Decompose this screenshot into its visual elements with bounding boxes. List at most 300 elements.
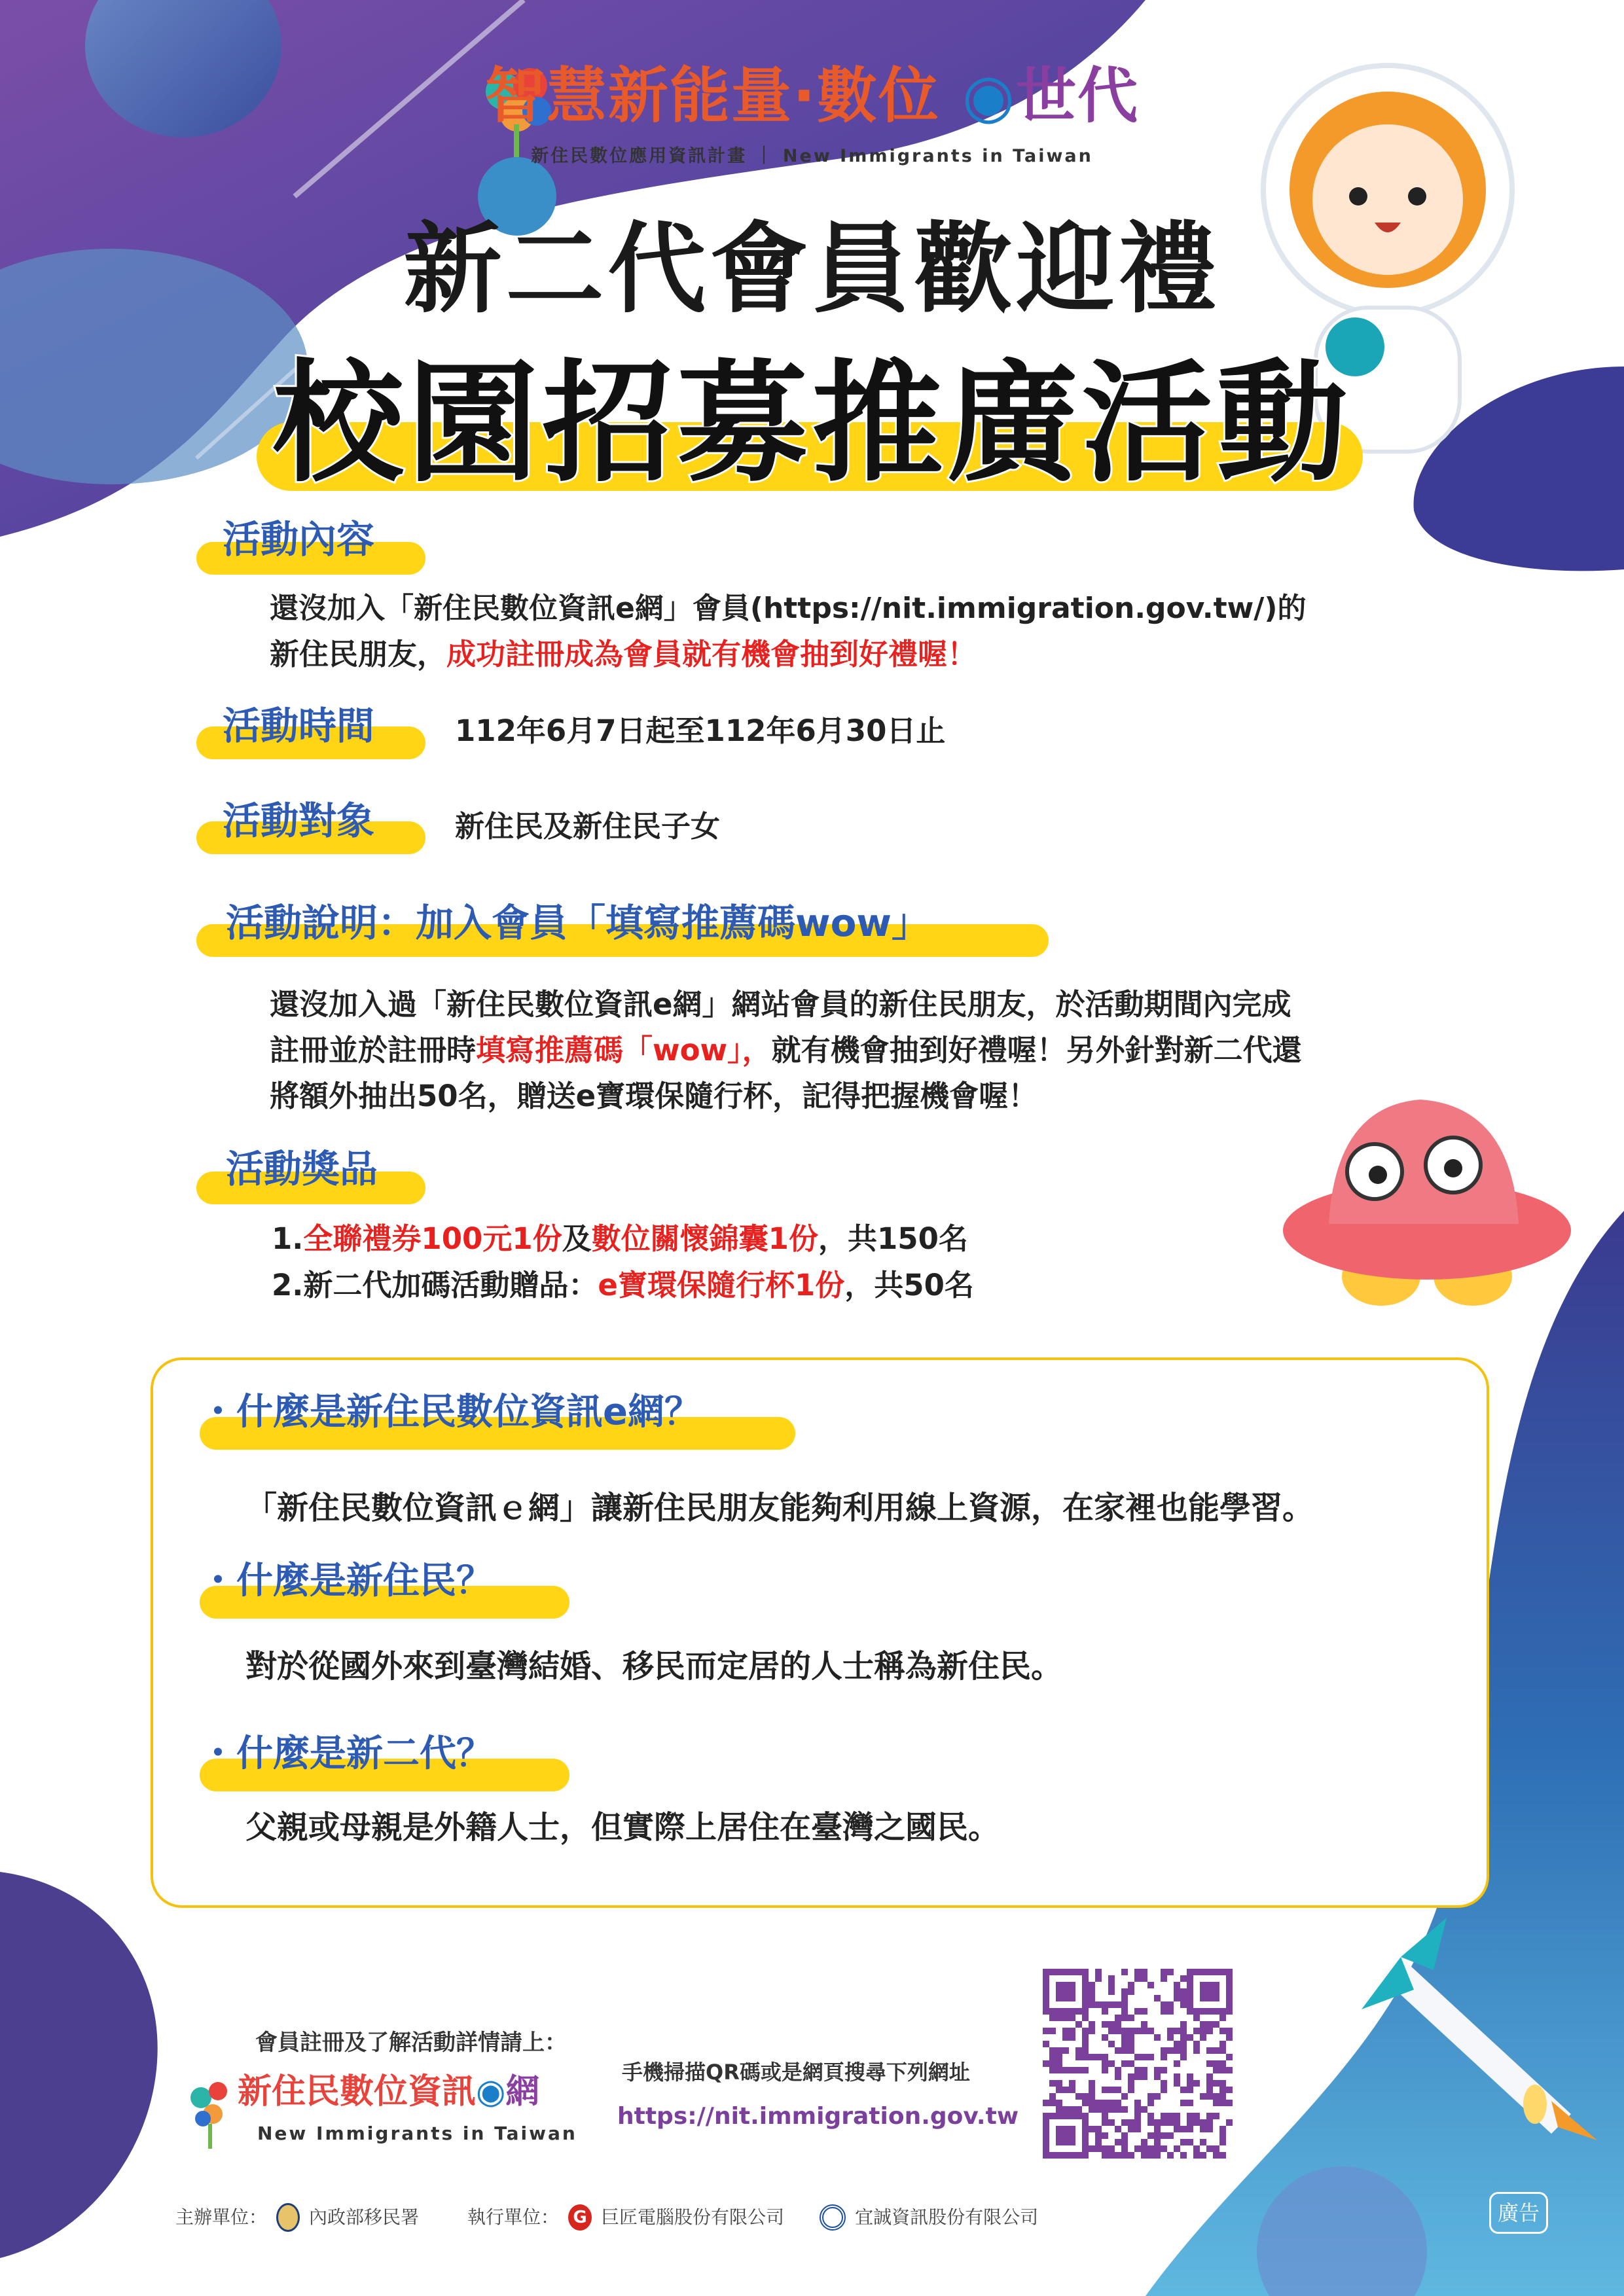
section-label-prizes: 活動獎品 <box>226 1147 378 1191</box>
qr-module <box>1069 1969 1075 1975</box>
qr-module <box>1043 2041 1049 2047</box>
qr-module <box>1134 1969 1141 1975</box>
qr-module <box>1187 1982 1193 1988</box>
qr-module <box>1213 2113 1219 2119</box>
qr-module <box>1180 2152 1187 2159</box>
qr-module <box>1219 2080 1226 2087</box>
qr-module <box>1069 1988 1075 1995</box>
qr-module <box>1049 2060 1056 2067</box>
qr-module <box>1147 2100 1154 2106</box>
qr-module <box>1128 2073 1134 2080</box>
faq-answer-1: 「新住民數位資訊ｅ網」讓新住民朋友能夠利用線上資源，在家裡也能學習。 <box>245 1490 1314 1526</box>
qr-module <box>1128 2119 1134 2126</box>
qr-module <box>1121 2119 1128 2126</box>
qr-module <box>1108 2060 1115 2067</box>
qr-module <box>1167 1969 1174 1975</box>
qr-module <box>1062 2152 1069 2159</box>
qr-module <box>1049 2008 1056 2015</box>
qr-module <box>1219 2132 1226 2139</box>
section-label-time: 活動時間 <box>223 704 375 748</box>
qr-module <box>1082 1988 1089 1995</box>
prize-item-1: 1.全聯禮券100元1份及數位關懷錦囊1份，共150名 <box>272 1221 968 1256</box>
qr-module <box>1043 1969 1049 1975</box>
qr-module <box>1075 2106 1082 2113</box>
qr-module <box>1095 2100 1102 2106</box>
qr-module <box>1062 2028 1069 2034</box>
qr-module <box>1108 2145 1115 2152</box>
qr-module <box>1062 2067 1069 2073</box>
qr-module <box>1134 2119 1141 2126</box>
qr-module <box>1128 2060 1134 2067</box>
qr-module <box>1075 2047 1082 2054</box>
qr-module <box>1134 2113 1141 2119</box>
qr-module <box>1180 2034 1187 2041</box>
qr-module <box>1154 2093 1161 2100</box>
section-label-content: 活動內容 <box>223 517 375 562</box>
qr-module <box>1167 2001 1174 2008</box>
qr-module <box>1219 2047 1226 2054</box>
qr-module <box>1115 2047 1121 2054</box>
qr-module <box>1089 2106 1095 2113</box>
qr-module <box>1082 2152 1089 2159</box>
qr-module <box>1134 2028 1141 2034</box>
qr-module <box>1219 2139 1226 2145</box>
qr-module <box>1206 1995 1213 2001</box>
qr-module <box>1206 2087 1213 2093</box>
qr-module <box>1180 1975 1187 1982</box>
qr-module <box>1134 2067 1141 2073</box>
qr-module <box>1147 2132 1154 2139</box>
qr-module <box>1082 2034 1089 2041</box>
qr-module <box>1089 1982 1095 1988</box>
qr-module <box>1219 1969 1226 1975</box>
qr-module <box>1108 2106 1115 2113</box>
qr-module <box>1049 2054 1056 2060</box>
advertisement-badge: 廣告 <box>1489 2192 1548 2234</box>
qr-module <box>1226 1975 1233 1982</box>
qr-module <box>1062 2139 1069 2145</box>
qr-module <box>1082 2119 1089 2126</box>
qr-module <box>1154 2145 1161 2152</box>
qr-module <box>1219 2126 1226 2132</box>
qr-module <box>1193 2047 1200 2054</box>
qr-module <box>1180 1995 1187 2001</box>
qr-module <box>1161 2080 1167 2087</box>
organizer-name: 內政部移民署 <box>309 2206 420 2228</box>
qr-module <box>1049 2100 1056 2106</box>
qr-module <box>1161 2067 1167 2073</box>
qr-module <box>1193 2041 1200 2047</box>
qr-module <box>1219 2100 1226 2106</box>
qr-module <box>1121 1969 1128 1975</box>
qr-module <box>1200 2119 1206 2126</box>
qr-module <box>1206 2047 1213 2054</box>
qr-module <box>1213 2152 1219 2159</box>
qr-module <box>1200 2139 1206 2145</box>
qr-module <box>1187 2139 1193 2145</box>
qr-module <box>1095 2126 1102 2132</box>
qr-module <box>1167 2119 1174 2126</box>
qr-module <box>1089 2126 1095 2132</box>
qr-module <box>1154 2152 1161 2159</box>
qr-module <box>1193 1969 1200 1975</box>
qr-module <box>1128 2126 1134 2132</box>
qr-module <box>1069 2067 1075 2073</box>
qr-module <box>1219 2028 1226 2034</box>
qr-module <box>1082 1969 1089 1975</box>
qr-module <box>1141 2067 1147 2073</box>
qr-module <box>1180 2021 1187 2028</box>
qr-module <box>1102 2106 1108 2113</box>
qr-module <box>1069 2028 1075 2034</box>
qr-module <box>1206 2060 1213 2067</box>
qr-module <box>1141 1969 1147 1975</box>
qr-module <box>1161 1969 1167 1975</box>
qr-module <box>1161 2008 1167 2015</box>
qr-module <box>1115 2001 1121 2008</box>
qr-module <box>1226 2008 1233 2015</box>
qr-module <box>1206 2021 1213 2028</box>
qr-module <box>1206 2119 1213 2126</box>
qr-module <box>1134 2008 1141 2015</box>
qr-module <box>1226 1969 1233 1975</box>
qr-module <box>1213 2145 1219 2152</box>
qr-module <box>1134 2106 1141 2113</box>
qr-module <box>1082 2145 1089 2152</box>
qr-module <box>1180 2028 1187 2034</box>
qr-module <box>1082 2041 1089 2047</box>
qr-module <box>1161 1975 1167 1982</box>
qr-module <box>1082 2015 1089 2021</box>
qr-module <box>1219 2060 1226 2067</box>
qr-module <box>1062 2034 1069 2041</box>
qr-module <box>1226 2028 1233 2034</box>
qr-module <box>1043 2145 1049 2152</box>
qr-module <box>1213 2060 1219 2067</box>
qr-module <box>1154 2067 1161 2073</box>
rocket-illustration <box>1362 1918 1610 2153</box>
qr-module <box>1141 2139 1147 2145</box>
qr-module <box>1167 2152 1174 2159</box>
site-logo-english: New Immigrants in Taiwan <box>257 2123 577 2144</box>
qr-module <box>1121 2047 1128 2054</box>
qr-module <box>1056 2054 1062 2060</box>
qr-module <box>1213 2080 1219 2087</box>
qr-module <box>1069 2008 1075 2015</box>
qr-module <box>1069 2080 1075 2087</box>
qr-module <box>1043 2028 1049 2034</box>
qr-module <box>1219 2093 1226 2100</box>
qr-module <box>1141 2008 1147 2015</box>
qr-module <box>1193 2028 1200 2034</box>
qr-module <box>1200 1969 1206 1975</box>
qr-module <box>1226 1995 1233 2001</box>
qr-module <box>1056 2087 1062 2093</box>
qr-module <box>1108 1975 1115 1982</box>
qr-module <box>1206 2028 1213 2034</box>
qr-module <box>1043 1988 1049 1995</box>
qr-module <box>1213 2021 1219 2028</box>
title-line-2: 校園招募推廣活動 <box>272 348 1352 500</box>
qr-module <box>1128 2034 1134 2041</box>
qr-module <box>1082 1995 1089 2001</box>
qr-module <box>1213 1988 1219 1995</box>
qr-module <box>1213 1995 1219 2001</box>
qr-module <box>1226 2087 1233 2093</box>
qr-module <box>1200 2021 1206 2028</box>
qr-module <box>1147 1982 1154 1988</box>
qr-module <box>1226 2001 1233 2008</box>
qr-module <box>1056 1982 1062 1988</box>
qr-module <box>1213 1982 1219 1988</box>
qr-module <box>1075 2113 1082 2119</box>
qr-module <box>1187 1988 1193 1995</box>
qr-module <box>1121 2008 1128 2015</box>
executor-2-name: 宜誠資訊股份有限公司 <box>855 2206 1039 2228</box>
qr-module <box>1154 2132 1161 2139</box>
qr-module <box>1174 1995 1180 2001</box>
qr-module <box>1206 2080 1213 2087</box>
qr-module <box>1180 2126 1187 2132</box>
qr-module <box>1174 2028 1180 2034</box>
qr-module <box>1115 2073 1121 2080</box>
qr-module <box>1049 1969 1056 1975</box>
qr-module <box>1193 2145 1200 2152</box>
qr-module <box>1180 2100 1187 2106</box>
qr-module <box>1043 2008 1049 2015</box>
qr-module <box>1089 2080 1095 2087</box>
qr-module <box>1187 2100 1193 2106</box>
qr-module <box>1056 2132 1062 2139</box>
qr-module <box>1206 2145 1213 2152</box>
qr-code[interactable] <box>1043 1969 1233 2159</box>
qr-module <box>1043 1995 1049 2001</box>
qr-module <box>1056 1988 1062 1995</box>
qr-module <box>1056 2139 1062 2145</box>
qr-module <box>1102 2119 1108 2126</box>
qr-module <box>1102 2152 1108 2159</box>
qr-module <box>1115 2152 1121 2159</box>
qr-module <box>1134 1975 1141 1982</box>
qr-module <box>1069 2034 1075 2041</box>
qr-module <box>1082 2028 1089 2034</box>
qr-module <box>1062 2132 1069 2139</box>
content-line-2: 新住民朋友，成功註冊成為會員就有機會抽到好禮喔！ <box>270 637 977 672</box>
qr-module <box>1180 2001 1187 2008</box>
qr-module <box>1115 2021 1121 2028</box>
qr-module <box>1043 2139 1049 2145</box>
qr-module <box>1095 2106 1102 2113</box>
qr-module <box>1069 2087 1075 2093</box>
qr-module <box>1206 2093 1213 2100</box>
qr-module <box>1069 2106 1075 2113</box>
qr-module <box>1095 2001 1102 2008</box>
qr-module <box>1089 2054 1095 2060</box>
qr-module <box>1062 2047 1069 2054</box>
qr-module <box>1128 2087 1134 2093</box>
qr-module <box>1213 2047 1219 2054</box>
qr-module <box>1043 1975 1049 1982</box>
qr-module <box>1082 2047 1089 2054</box>
qr-module <box>1161 2087 1167 2093</box>
qr-module <box>1141 2145 1147 2152</box>
qr-module <box>1102 2087 1108 2093</box>
qr-module <box>1121 2132 1128 2139</box>
campaign-logo-subtitle: 新住民數位應用資訊計畫 ｜ New Immigrants in Taiwan <box>531 146 1093 166</box>
qr-module <box>1043 2100 1049 2106</box>
qr-module <box>1056 2015 1062 2021</box>
qr-module <box>1082 2139 1089 2145</box>
qr-module <box>1069 1982 1075 1988</box>
qr-module <box>1108 2119 1115 2126</box>
qr-module <box>1226 1982 1233 1988</box>
qr-module <box>1174 1982 1180 1988</box>
qr-module <box>1121 2041 1128 2047</box>
qr-module <box>1200 2152 1206 2159</box>
qr-module <box>1167 2132 1174 2139</box>
qr-module <box>1082 2067 1089 2073</box>
qr-module <box>1147 2113 1154 2119</box>
qr-module <box>1089 2093 1095 2100</box>
executor-2-logo-icon <box>820 2204 846 2231</box>
qr-module <box>1128 1982 1134 1988</box>
qr-module <box>1108 2021 1115 2028</box>
qr-module <box>1147 2054 1154 2060</box>
qr-module <box>1062 2087 1069 2093</box>
qr-module <box>1108 2028 1115 2034</box>
qr-module <box>1180 2087 1187 2093</box>
qr-module <box>1062 2015 1069 2021</box>
qr-module <box>1174 2113 1180 2119</box>
activity-target: 新住民及新住民子女 <box>455 809 721 844</box>
qr-module <box>1128 2047 1134 2054</box>
qr-module <box>1206 1969 1213 1975</box>
qr-module <box>1206 2073 1213 2080</box>
qr-module <box>1161 2145 1167 2152</box>
qr-module <box>1193 2015 1200 2021</box>
qr-module <box>1082 2054 1089 2060</box>
flower-logo-icon <box>187 2072 232 2150</box>
qr-module <box>1062 2106 1069 2113</box>
qr-module <box>1069 1995 1075 2001</box>
qr-module <box>1187 2119 1193 2126</box>
qr-module <box>1082 2132 1089 2139</box>
qr-module <box>1115 2028 1121 2034</box>
qr-module <box>1219 2015 1226 2021</box>
faq-question-2: ・什麼是新住民？ <box>200 1560 493 1602</box>
qr-module <box>1180 2139 1187 2145</box>
qr-module <box>1167 2113 1174 2119</box>
qr-module <box>1062 2113 1069 2119</box>
qr-module <box>1043 2126 1049 2132</box>
qr-module <box>1147 2145 1154 2152</box>
description-line-2: 註冊並於註冊時填寫推薦碼「wow」，就有機會抽到好禮喔！另外針對新二代還 <box>270 1033 1302 1067</box>
qr-module <box>1056 2067 1062 2073</box>
qr-module <box>1154 2073 1161 2080</box>
qr-module <box>1056 2100 1062 2106</box>
qr-module <box>1115 2100 1121 2106</box>
qr-module <box>1121 2001 1128 2008</box>
qr-module <box>1174 2080 1180 2087</box>
site-url-link[interactable]: https://nit.immigration.gov.tw <box>617 2103 1019 2130</box>
qr-module <box>1069 2132 1075 2139</box>
qr-module <box>1102 2054 1108 2060</box>
qr-module <box>1075 2067 1082 2073</box>
faq-answer-2: 對於從國外來到臺灣結婚、移民而定居的人士稱為新住民。 <box>245 1648 1063 1685</box>
qr-module <box>1187 2001 1193 2008</box>
qr-module <box>1056 1969 1062 1975</box>
qr-module <box>1043 2001 1049 2008</box>
qr-module <box>1187 2080 1193 2087</box>
qr-module <box>1108 2152 1115 2159</box>
qr-module <box>1141 2021 1147 2028</box>
qr-module <box>1200 1995 1206 2001</box>
qr-module <box>1141 2028 1147 2034</box>
qr-module <box>1095 2139 1102 2145</box>
qr-module <box>1062 1982 1069 1988</box>
qr-module <box>1128 2041 1134 2047</box>
qr-module <box>1174 2073 1180 2080</box>
qr-module <box>1049 2067 1056 2073</box>
qr-module <box>1187 2008 1193 2015</box>
qr-module <box>1115 2126 1121 2132</box>
qr-module <box>1121 2028 1128 2034</box>
qr-module <box>1187 2126 1193 2132</box>
qr-module <box>1082 2008 1089 2015</box>
qr-module <box>1174 2041 1180 2047</box>
qr-module <box>1121 2152 1128 2159</box>
qr-module <box>1089 2021 1095 2028</box>
qr-module <box>1187 2073 1193 2080</box>
qr-module <box>1102 2021 1108 2028</box>
qr-module <box>1108 1988 1115 1995</box>
qr-module <box>1213 2008 1219 2015</box>
qr-module <box>1056 2008 1062 2015</box>
qr-module <box>1213 2100 1219 2106</box>
qr-module <box>1141 2152 1147 2159</box>
qr-module <box>1089 1995 1095 2001</box>
qr-module <box>1115 2067 1121 2073</box>
qr-module <box>1089 1988 1095 1995</box>
qr-module <box>1206 2113 1213 2119</box>
qr-module <box>1049 2015 1056 2021</box>
qr-module <box>1206 2008 1213 2015</box>
qr-module <box>1082 2113 1089 2119</box>
qr-module <box>1134 2145 1141 2152</box>
qr-module <box>1213 2093 1219 2100</box>
qr-module <box>1200 2028 1206 2034</box>
qr-code-card[interactable] <box>1024 1957 1242 2170</box>
qr-module <box>1167 2008 1174 2015</box>
qr-module <box>1121 2145 1128 2152</box>
qr-module <box>1121 1995 1128 2001</box>
qr-module <box>1154 2119 1161 2126</box>
qr-module <box>1154 2139 1161 2145</box>
qr-module <box>1141 2073 1147 2080</box>
qr-module <box>1213 2067 1219 2073</box>
qr-module <box>1075 2093 1082 2100</box>
qr-module <box>1219 2067 1226 2073</box>
qr-module <box>1161 2119 1167 2126</box>
qr-module <box>1174 2060 1180 2067</box>
qr-module <box>1187 1975 1193 1982</box>
site-logo[interactable]: 新住民數位資訊◉網 New Immigrants in Taiwan <box>187 2072 592 2150</box>
qr-module <box>1141 1975 1147 1982</box>
qr-module <box>1174 2145 1180 2152</box>
qr-module <box>1056 2152 1062 2159</box>
title-line-1: 新二代會員歡迎禮 <box>403 213 1221 327</box>
qr-module <box>1056 2126 1062 2132</box>
